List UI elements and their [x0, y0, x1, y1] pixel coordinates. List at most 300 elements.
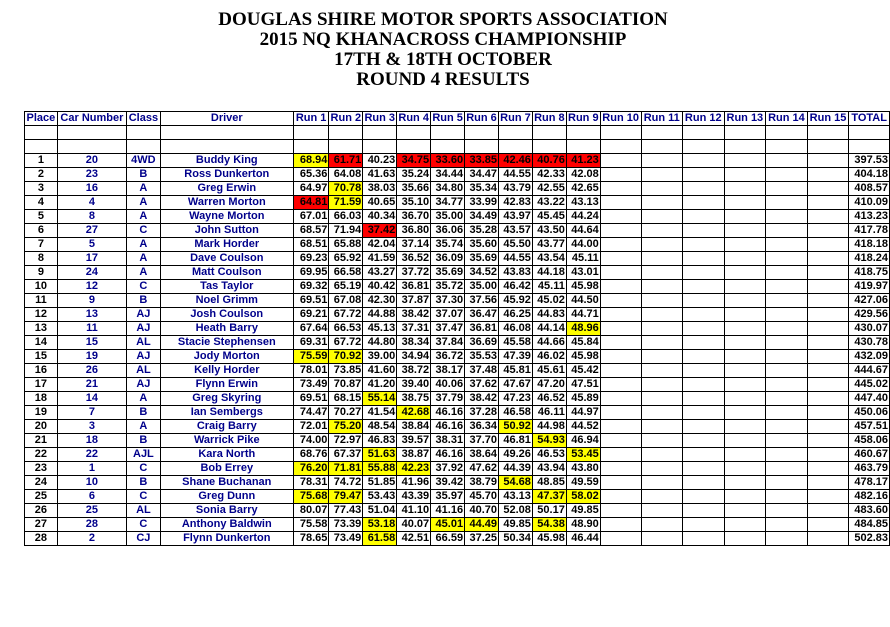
report-title-block: [0, 10, 890, 90]
run-time-cell: 50.17: [532, 504, 566, 518]
run-time-cell: 69.95: [293, 266, 329, 280]
driver-cell: Greg Dunn: [160, 490, 293, 504]
empty-cell: [566, 126, 600, 140]
run-time-cell: 46.08: [498, 322, 532, 336]
empty-run-cell: [724, 210, 766, 224]
class-cell: A: [127, 266, 161, 280]
empty-run-cell: [682, 336, 724, 350]
empty-run-cell: [641, 532, 682, 546]
class-cell: B: [127, 476, 161, 490]
empty-cell: [363, 140, 397, 154]
run-time-cell: 48.90: [566, 518, 600, 532]
car-number-cell: 26: [57, 364, 126, 378]
run-time-cell: 41.63: [363, 168, 397, 182]
run-time-cell: 68.94: [293, 154, 329, 168]
run-time-cell: 47.20: [532, 378, 566, 392]
run-time-cell: 37.62: [465, 378, 499, 392]
empty-cell: [498, 140, 532, 154]
empty-run-cell: [807, 154, 849, 168]
class-cell: AJ: [127, 322, 161, 336]
empty-run-cell: [766, 168, 808, 182]
empty-run-cell: [682, 406, 724, 420]
empty-cell: [807, 140, 849, 154]
empty-run-cell: [641, 518, 682, 532]
run-time-cell: 71.94: [329, 224, 363, 238]
run-time-cell: 43.39: [397, 490, 431, 504]
empty-run-cell: [766, 266, 808, 280]
empty-run-cell: [807, 518, 849, 532]
empty-run-cell: [807, 182, 849, 196]
run-time-cell: 41.59: [363, 252, 397, 266]
run-time-cell: 38.87: [397, 448, 431, 462]
run-time-cell: 46.16: [431, 448, 465, 462]
run-time-cell: 35.72: [431, 280, 465, 294]
driver-cell: Kara North: [160, 448, 293, 462]
run-time-cell: 34.47: [465, 168, 499, 182]
empty-run-cell: [641, 168, 682, 182]
empty-cell: [431, 126, 465, 140]
run-time-cell: 43.80: [566, 462, 600, 476]
place-cell: 23: [25, 462, 58, 476]
run-time-cell: 45.13: [363, 322, 397, 336]
place-cell: 9: [25, 266, 58, 280]
place-cell: 16: [25, 364, 58, 378]
run-time-cell: 67.72: [329, 336, 363, 350]
empty-cell: [57, 126, 126, 140]
empty-run-cell: [807, 364, 849, 378]
empty-run-cell: [766, 406, 808, 420]
driver-cell: Heath Barry: [160, 322, 293, 336]
run-time-cell: 35.00: [465, 280, 499, 294]
run-time-cell: 46.02: [532, 350, 566, 364]
run-time-cell: 65.92: [329, 252, 363, 266]
place-cell: 13: [25, 322, 58, 336]
empty-cell: [160, 126, 293, 140]
run-time-cell: 36.34: [465, 420, 499, 434]
empty-run-cell: [600, 210, 641, 224]
run-time-cell: 35.69: [465, 252, 499, 266]
empty-run-cell: [766, 476, 808, 490]
empty-run-cell: [641, 196, 682, 210]
run-time-cell: 44.49: [465, 518, 499, 532]
run-time-cell: 47.39: [498, 350, 532, 364]
result-row: [25, 378, 890, 392]
total-cell: 430.07: [849, 322, 890, 336]
empty-run-cell: [641, 448, 682, 462]
run-time-cell: 55.88: [363, 462, 397, 476]
run-time-cell: 36.47: [465, 308, 499, 322]
empty-cell: [724, 140, 766, 154]
car-number-cell: 20: [57, 154, 126, 168]
class-cell: A: [127, 392, 161, 406]
empty-run-cell: [641, 238, 682, 252]
run-time-cell: 44.66: [532, 336, 566, 350]
run-time-cell: 45.92: [498, 294, 532, 308]
run-time-cell: 51.63: [363, 448, 397, 462]
column-header: Run 3: [364, 112, 396, 124]
driver-cell: Flynn Dunkerton: [160, 532, 293, 546]
empty-cell: [682, 126, 724, 140]
class-cell: AJ: [127, 378, 161, 392]
run-time-cell: 47.62: [465, 462, 499, 476]
run-time-cell: 40.70: [465, 504, 499, 518]
class-cell: A: [127, 252, 161, 266]
place-cell: 21: [25, 434, 58, 448]
result-row: [25, 364, 890, 378]
empty-run-cell: [641, 364, 682, 378]
run-time-cell: 40.23: [363, 154, 397, 168]
header-row: [25, 112, 890, 126]
run-time-cell: 50.92: [498, 420, 532, 434]
empty-run-cell: [766, 350, 808, 364]
empty-run-cell: [600, 448, 641, 462]
results-table: [24, 111, 890, 546]
run-time-cell: 35.24: [397, 168, 431, 182]
run-time-cell: 44.64: [566, 224, 600, 238]
empty-run-cell: [807, 238, 849, 252]
class-cell: CJ: [127, 532, 161, 546]
empty-run-cell: [807, 420, 849, 434]
total-cell: 417.78: [849, 224, 890, 238]
run-time-cell: 40.34: [363, 210, 397, 224]
run-time-cell: 42.65: [566, 182, 600, 196]
run-time-cell: 45.98: [566, 280, 600, 294]
result-row: [25, 210, 890, 224]
run-time-cell: 68.76: [293, 448, 329, 462]
total-cell: 460.67: [849, 448, 890, 462]
empty-cell: [682, 140, 724, 154]
empty-run-cell: [641, 322, 682, 336]
empty-run-cell: [641, 420, 682, 434]
run-time-cell: 44.18: [532, 266, 566, 280]
driver-cell: Kelly Horder: [160, 364, 293, 378]
empty-run-cell: [682, 448, 724, 462]
run-time-cell: 72.01: [293, 420, 329, 434]
result-row: [25, 532, 890, 546]
empty-cell: [465, 126, 499, 140]
empty-cell: [766, 126, 808, 140]
run-time-cell: 43.94: [532, 462, 566, 476]
run-time-cell: 78.65: [293, 532, 329, 546]
run-time-cell: 45.89: [566, 392, 600, 406]
run-time-cell: 77.43: [329, 504, 363, 518]
result-row: [25, 168, 890, 182]
empty-cell: [57, 140, 126, 154]
run-time-cell: 46.53: [532, 448, 566, 462]
run-time-cell: 51.85: [363, 476, 397, 490]
column-header: Run 15: [807, 112, 849, 126]
run-time-cell: 74.00: [293, 434, 329, 448]
empty-run-cell: [682, 490, 724, 504]
run-time-cell: 42.55: [532, 182, 566, 196]
empty-run-cell: [724, 266, 766, 280]
run-time-cell: 73.85: [329, 364, 363, 378]
class-cell: A: [127, 182, 161, 196]
class-cell: 4WD: [127, 154, 161, 168]
result-row: [25, 308, 890, 322]
run-time-cell: 45.11: [566, 252, 600, 266]
empty-run-cell: [600, 266, 641, 280]
run-time-cell: 38.64: [465, 448, 499, 462]
driver-cell: Mark Horder: [160, 238, 293, 252]
total-cell: 484.85: [849, 518, 890, 532]
empty-run-cell: [641, 210, 682, 224]
driver-cell: John Sutton: [160, 224, 293, 238]
run-time-cell: 43.54: [532, 252, 566, 266]
column-header: Run 4: [398, 112, 429, 124]
empty-run-cell: [766, 280, 808, 294]
run-time-cell: 39.42: [431, 476, 465, 490]
run-time-cell: 41.23: [566, 154, 600, 168]
empty-run-cell: [766, 504, 808, 518]
empty-run-cell: [641, 434, 682, 448]
class-cell: AL: [127, 504, 161, 518]
run-time-cell: 42.83: [498, 196, 532, 210]
total-cell: 404.18: [849, 168, 890, 182]
empty-run-cell: [724, 168, 766, 182]
empty-run-cell: [600, 336, 641, 350]
empty-run-cell: [682, 210, 724, 224]
run-time-cell: 51.04: [363, 504, 397, 518]
empty-run-cell: [682, 280, 724, 294]
run-time-cell: 44.55: [498, 252, 532, 266]
car-number-cell: 9: [57, 294, 126, 308]
class-cell: A: [127, 238, 161, 252]
empty-run-cell: [682, 532, 724, 546]
class-cell: A: [127, 420, 161, 434]
total-cell: 410.09: [849, 196, 890, 210]
total-cell: 478.17: [849, 476, 890, 490]
run-time-cell: 34.52: [465, 266, 499, 280]
empty-run-cell: [600, 364, 641, 378]
total-cell: 458.06: [849, 434, 890, 448]
result-row: [25, 322, 890, 336]
empty-run-cell: [600, 420, 641, 434]
run-time-cell: 46.44: [566, 532, 600, 546]
run-time-cell: 66.59: [431, 532, 465, 546]
empty-run-cell: [641, 378, 682, 392]
result-row: [25, 266, 890, 280]
run-time-cell: 65.36: [293, 168, 329, 182]
empty-run-cell: [682, 322, 724, 336]
run-time-cell: 69.23: [293, 252, 329, 266]
run-time-cell: 74.72: [329, 476, 363, 490]
empty-run-cell: [724, 336, 766, 350]
empty-run-cell: [600, 532, 641, 546]
run-time-cell: 39.57: [397, 434, 431, 448]
class-cell: C: [127, 280, 161, 294]
run-time-cell: 45.58: [498, 336, 532, 350]
empty-cell: [849, 126, 890, 140]
run-time-cell: 34.49: [465, 210, 499, 224]
empty-run-cell: [600, 196, 641, 210]
run-time-cell: 41.10: [397, 504, 431, 518]
run-time-cell: 42.33: [532, 168, 566, 182]
column-header: Run 5: [432, 112, 463, 124]
empty-run-cell: [682, 308, 724, 322]
run-time-cell: 42.04: [363, 238, 397, 252]
driver-cell: Greg Erwin: [160, 182, 293, 196]
total-cell: 482.16: [849, 490, 890, 504]
run-time-cell: 35.34: [465, 182, 499, 196]
run-time-cell: 68.15: [329, 392, 363, 406]
empty-run-cell: [641, 406, 682, 420]
empty-cell: [600, 140, 641, 154]
driver-cell: Flynn Erwin: [160, 378, 293, 392]
run-time-cell: 73.49: [293, 378, 329, 392]
run-time-cell: 37.25: [465, 532, 499, 546]
empty-run-cell: [682, 154, 724, 168]
run-time-cell: 46.52: [532, 392, 566, 406]
run-time-cell: 46.11: [532, 406, 566, 420]
empty-run-cell: [724, 392, 766, 406]
run-time-cell: 37.30: [431, 294, 465, 308]
place-cell: 10: [25, 280, 58, 294]
empty-run-cell: [807, 280, 849, 294]
car-number-cell: 11: [57, 322, 126, 336]
run-time-cell: 45.02: [532, 294, 566, 308]
run-time-cell: 44.24: [566, 210, 600, 224]
place-cell: 2: [25, 168, 58, 182]
empty-run-cell: [724, 238, 766, 252]
empty-run-cell: [724, 448, 766, 462]
run-time-cell: 49.26: [498, 448, 532, 462]
run-time-cell: 42.23: [397, 462, 431, 476]
run-time-cell: 36.72: [431, 350, 465, 364]
empty-run-cell: [641, 462, 682, 476]
run-time-cell: 38.31: [431, 434, 465, 448]
total-cell: 408.57: [849, 182, 890, 196]
empty-run-cell: [682, 462, 724, 476]
run-time-cell: 75.58: [293, 518, 329, 532]
empty-run-cell: [807, 322, 849, 336]
class-cell: C: [127, 224, 161, 238]
empty-run-cell: [600, 406, 641, 420]
place-cell: 26: [25, 504, 58, 518]
total-cell: 429.56: [849, 308, 890, 322]
association-title: DOUGLAS SHIRE MOTOR SPORTS ASSOCIATION: [218, 9, 668, 30]
empty-run-cell: [766, 434, 808, 448]
run-time-cell: 43.27: [363, 266, 397, 280]
car-number-cell: 24: [57, 266, 126, 280]
empty-cell: [329, 126, 363, 140]
run-time-cell: 44.50: [566, 294, 600, 308]
run-time-cell: 36.81: [465, 322, 499, 336]
driver-cell: Bob Errey: [160, 462, 293, 476]
run-time-cell: 38.75: [397, 392, 431, 406]
empty-run-cell: [682, 364, 724, 378]
empty-run-cell: [807, 336, 849, 350]
empty-run-cell: [724, 280, 766, 294]
empty-run-cell: [724, 182, 766, 196]
car-number-cell: 6: [57, 490, 126, 504]
run-time-cell: 69.31: [293, 336, 329, 350]
empty-run-cell: [724, 196, 766, 210]
run-time-cell: 80.07: [293, 504, 329, 518]
car-number-cell: 2: [57, 532, 126, 546]
run-time-cell: 41.96: [397, 476, 431, 490]
car-number-cell: 22: [57, 448, 126, 462]
run-time-cell: 37.31: [397, 322, 431, 336]
run-time-cell: 79.47: [329, 490, 363, 504]
empty-run-cell: [766, 532, 808, 546]
column-header: Run 2: [330, 112, 362, 124]
run-time-cell: 73.49: [329, 532, 363, 546]
empty-run-cell: [600, 154, 641, 168]
run-time-cell: 43.13: [498, 490, 532, 504]
run-time-cell: 36.81: [397, 280, 431, 294]
empty-run-cell: [641, 308, 682, 322]
run-time-cell: 36.52: [397, 252, 431, 266]
car-number-cell: 3: [57, 420, 126, 434]
driver-cell: Stacie Stephensen: [160, 336, 293, 350]
run-time-cell: 61.58: [363, 532, 397, 546]
result-row: [25, 294, 890, 308]
run-time-cell: 43.83: [498, 266, 532, 280]
class-cell: AJL: [127, 448, 161, 462]
empty-run-cell: [807, 462, 849, 476]
run-time-cell: 41.54: [363, 406, 397, 420]
run-time-cell: 37.07: [431, 308, 465, 322]
total-cell: 418.24: [849, 252, 890, 266]
empty-run-cell: [641, 392, 682, 406]
car-number-cell: 1: [57, 462, 126, 476]
driver-cell: Ian Sembergs: [160, 406, 293, 420]
run-time-cell: 35.69: [431, 266, 465, 280]
empty-cell: [431, 140, 465, 154]
run-time-cell: 54.93: [532, 434, 566, 448]
run-time-cell: 40.76: [532, 154, 566, 168]
car-number-cell: 23: [57, 168, 126, 182]
run-time-cell: 38.84: [397, 420, 431, 434]
run-time-cell: 37.70: [465, 434, 499, 448]
event-date-title: 17TH & 18TH OCTOBER: [334, 49, 552, 70]
run-time-cell: 66.53: [329, 322, 363, 336]
run-time-cell: 35.00: [431, 210, 465, 224]
run-time-cell: 64.81: [293, 196, 329, 210]
run-time-cell: 70.78: [329, 182, 363, 196]
empty-run-cell: [682, 266, 724, 280]
empty-run-cell: [724, 420, 766, 434]
empty-run-cell: [641, 350, 682, 364]
empty-cell: [363, 126, 397, 140]
empty-run-cell: [600, 238, 641, 252]
place-cell: 22: [25, 448, 58, 462]
result-row: [25, 448, 890, 462]
empty-run-cell: [766, 336, 808, 350]
empty-run-cell: [766, 238, 808, 252]
class-cell: C: [127, 518, 161, 532]
empty-cell: [25, 140, 58, 154]
run-time-cell: 73.39: [329, 518, 363, 532]
result-row: [25, 252, 890, 266]
place-cell: 20: [25, 420, 58, 434]
empty-run-cell: [766, 518, 808, 532]
empty-cell: [397, 126, 431, 140]
empty-run-cell: [724, 252, 766, 266]
run-time-cell: 43.57: [498, 224, 532, 238]
empty-run-cell: [682, 504, 724, 518]
result-row: [25, 434, 890, 448]
run-time-cell: 45.81: [498, 364, 532, 378]
empty-run-cell: [724, 308, 766, 322]
run-time-cell: 38.42: [465, 392, 499, 406]
empty-run-cell: [807, 434, 849, 448]
class-cell: A: [127, 196, 161, 210]
run-time-cell: 44.39: [498, 462, 532, 476]
empty-cell: [849, 140, 890, 154]
run-time-cell: 35.28: [465, 224, 499, 238]
